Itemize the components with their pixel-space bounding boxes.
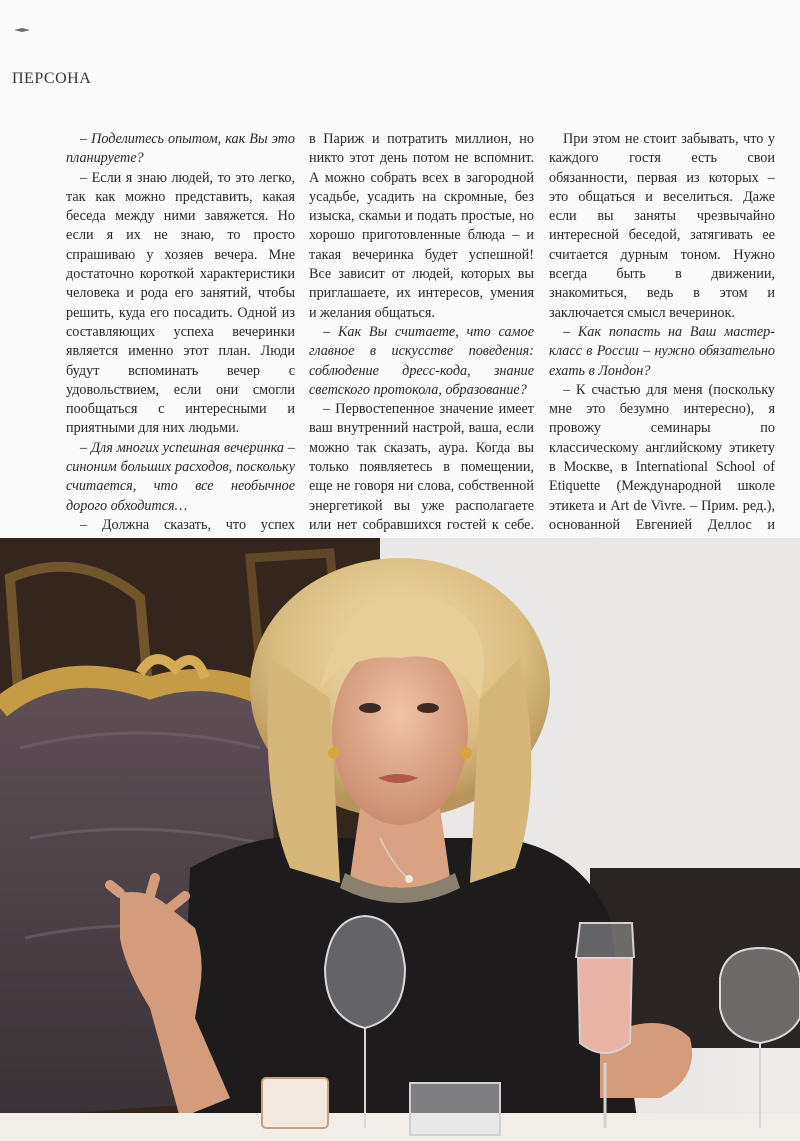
interview-question: – Как попасть на Ваш мастер-класс в России – нужно обязательно ехать в Лондон?	[549, 323, 775, 379]
interview-answer: – Если я знаю людей, то это легко, так как можно представить, какая беседа между ними завяжется. Но если я их не знаю, то просто спрашиваю у хозяев вечера. Мне достаточно короткой характеристики человека и рода его занятий, чтобы решить, куда его посадить. Одной из составляющих успеха вечеринки является именно этот план. Люди будут вспоминать вечер с удовольствием, если они смогли пообщаться с интересными и приятными для них людьми.	[66, 169, 295, 437]
portrait-illustration	[0, 538, 800, 1141]
page-number: 24	[8, 1122, 21, 1137]
magazine-name: MILLIONAIRE INTERNATIONAL 2013	[44, 1126, 210, 1136]
interview-question: – Поделитесь опытом, как Вы это планируете?	[66, 131, 295, 167]
section-title: ПЕРСОНА	[12, 70, 92, 87]
print-mark	[14, 27, 30, 33]
text-column-2	[309, 130, 534, 574]
interview-answer: При этом не стоит забывать, что у каждого гостя есть свои обязанности, первая из которых – это общаться и веселиться. Даже если вы заняты чрезвычайно интересной беседой, затягивать ее считается дурным тоном. Нужно всегда быть в движении, знакомиться, ведь в этом и заключается смысл вечеринок.	[549, 131, 775, 321]
page-footer	[0, 1119, 800, 1141]
interview-answer-continued: в Париж и потратить миллион, но никто этот день потом не вспомнит. А можно собрать всех в загородной усадьбе, усадить на скромные, без изыска, скамьи и подать простые, но хорошо приготовленные блюда – и такая вечеринка будет успешной! Все зависит от людей, которых вы приглашаете, их интересов, умения и желания общаться.	[309, 131, 534, 321]
interview-answer: – К счастью для меня (поскольку мне это безумно интересно), я провожу семинары по классическому английскому этикету в Москве, в International School of Etiquette (Международной школе этикета и Art de Vivre. – Прим. ред.), основанной Евгенией Деллос и	[549, 381, 775, 533]
interview-answer: – Первостепенное значение имеет ваш внутренний настрой, ваша, если можно так сказать, аура. Когда вы только появляетесь в помещении, еще не говоря ни слова, собственной энергетикой вы уже располагаете или нет собравшихся гостей к себе.	[309, 401, 534, 533]
interview-question: – Для многих успешная вечеринка – синоним больших расходов, поскольку считается, что все необычное дорого обходится…	[66, 439, 295, 514]
interview-answer: – Должна сказать, что успех	[80, 516, 295, 533]
interview-question: – Как Вы считаете, что самое главное в искусстве поведения: соблюдение дресс-кода, знание светского протокола, образование?	[309, 323, 534, 398]
portrait-photo	[0, 538, 800, 1141]
